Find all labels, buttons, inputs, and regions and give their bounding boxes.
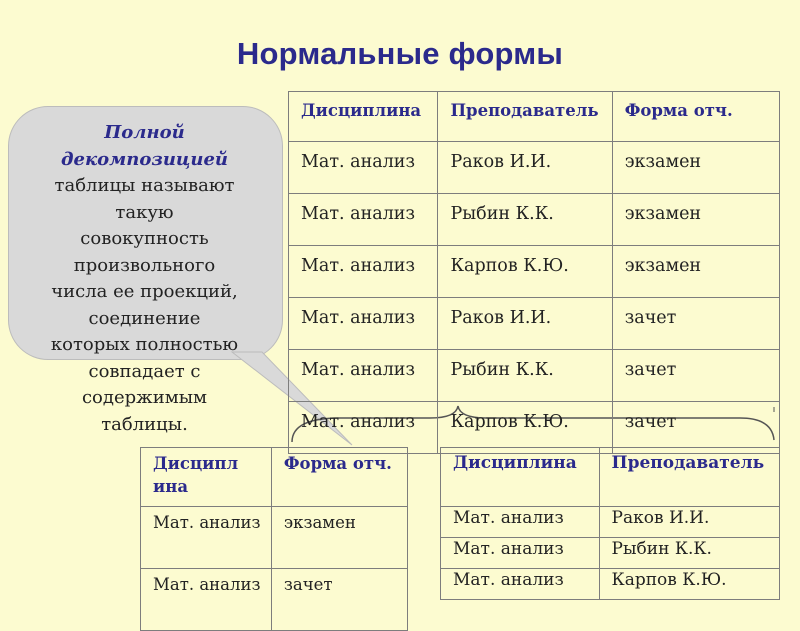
header-discipline: Дисциплина	[289, 92, 438, 142]
table-cell: Мат. анализ	[289, 350, 438, 402]
header-report-form: Форма отч.	[612, 92, 779, 142]
callout-line: таблицы.	[101, 413, 188, 435]
table-cell: Рыбин К.К.	[599, 538, 779, 569]
table-cell: Мат. анализ	[289, 142, 438, 194]
table-cell: зачет	[612, 402, 779, 454]
table-row	[289, 298, 780, 350]
callout-body	[8, 173, 281, 438]
table-cell: Карпов К.Ю.	[438, 402, 612, 454]
callout-line: произвольного	[73, 254, 216, 276]
callout-line: числа ее проекций,	[51, 281, 238, 302]
callout-line: которых полностью	[50, 334, 239, 355]
callout-line: содержимым	[81, 387, 208, 408]
table-cell: Раков И.И.	[438, 142, 612, 194]
callout-line: соединение	[88, 307, 201, 329]
table-row	[289, 402, 780, 454]
callout-line: таблицы называют	[54, 175, 235, 196]
table-cell: Рыбин К.К.	[438, 194, 612, 246]
table-cell: Рыбин К.К.	[438, 350, 612, 402]
header-teacher: Преподаватель	[599, 448, 779, 507]
header-report-form: Форма отч.	[271, 448, 407, 507]
table-cell: экзамен	[612, 194, 779, 246]
table-row	[441, 507, 780, 538]
table-row	[441, 569, 780, 600]
projection-table-discipline-teacher	[440, 447, 780, 600]
table-cell: зачет	[612, 350, 779, 402]
table-header-row	[441, 448, 780, 507]
table-row	[289, 246, 780, 298]
header-teacher: Преподаватель	[438, 92, 612, 142]
table-row	[289, 350, 780, 402]
projection-table-discipline-form	[140, 447, 408, 631]
table-cell: Мат. анализ	[441, 507, 600, 538]
table-cell: Мат. анализ	[289, 194, 438, 246]
table-row	[289, 194, 780, 246]
table-cell: Карпов К.Ю.	[599, 569, 779, 600]
table-cell: Мат. анализ	[289, 298, 438, 350]
callout-emphasis-line: Полной	[104, 122, 185, 143]
table-cell: Раков И.И.	[438, 298, 612, 350]
table-header-row	[141, 448, 408, 507]
table-cell: экзамен	[612, 246, 779, 298]
main-table	[288, 91, 780, 454]
table-row	[441, 538, 780, 569]
table-cell: Мат. анализ	[289, 402, 438, 454]
table-cell: Мат. анализ	[441, 538, 600, 569]
table-cell: Мат. анализ	[141, 569, 272, 631]
header-discipline: Дисциплина	[441, 448, 600, 507]
table-cell: зачет	[612, 298, 779, 350]
callout-line: совокупность	[80, 228, 209, 249]
table-cell: Раков И.И.	[599, 507, 779, 538]
callout-text	[8, 120, 281, 438]
callout-line: совпадает с	[88, 360, 201, 382]
table-cell: Мат. анализ	[441, 569, 600, 600]
callout-emphasis	[8, 120, 281, 173]
header-discipline: Дисципл ина	[141, 448, 272, 507]
table-cell: Мат. анализ	[289, 246, 438, 298]
table-cell: экзамен	[271, 507, 407, 569]
table-cell: экзамен	[612, 142, 779, 194]
table-header-row	[289, 92, 780, 142]
table-row	[141, 507, 408, 569]
table-cell: зачет	[271, 569, 407, 631]
table-cell: Карпов К.Ю.	[438, 246, 612, 298]
table-row	[289, 142, 780, 194]
table-cell: Мат. анализ	[141, 507, 272, 569]
slide-title: Нормальные формы	[236, 36, 564, 71]
callout-line: такую	[115, 201, 174, 223]
callout-emphasis-line: декомпозицией	[60, 148, 229, 170]
